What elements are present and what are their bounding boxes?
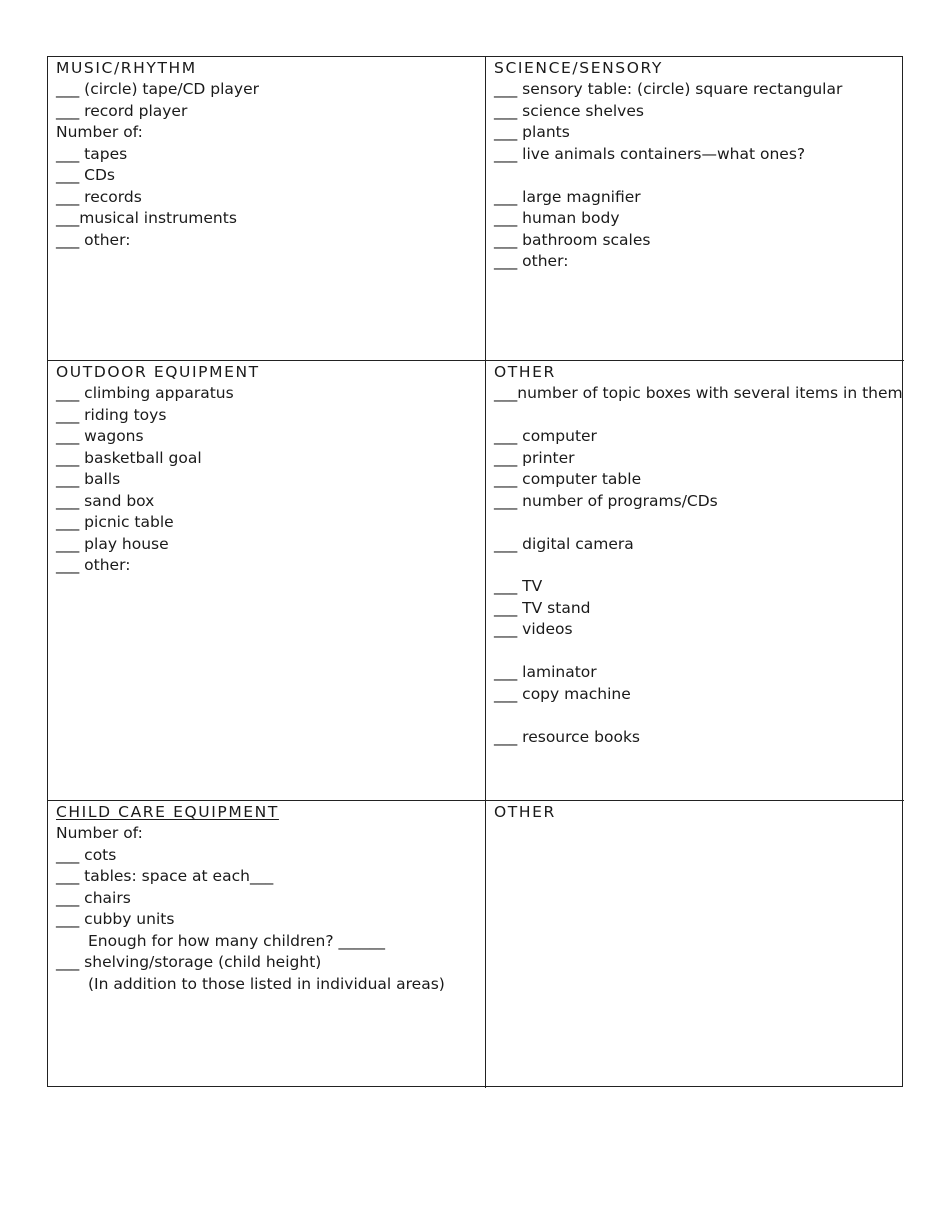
checklist-item: ___ number of programs/CDs <box>494 491 718 510</box>
checklist-item: ___ plants <box>494 123 570 142</box>
checklist-item: ___ computer <box>494 427 597 446</box>
spacer <box>494 165 904 186</box>
spacer <box>494 512 904 533</box>
checklist-item: ___ videos <box>494 620 573 639</box>
checklist-item: ___ other: <box>56 556 131 575</box>
checklist-item: ___ picnic table <box>56 513 174 532</box>
checklist-item: ___ tables: space at each___ <box>56 867 274 886</box>
spacer <box>494 705 904 726</box>
other-section-1 <box>486 361 904 801</box>
number-of-label: Number of: <box>56 824 143 843</box>
other-heading: OTHER <box>494 803 556 821</box>
checklist-item: ___ sand box <box>56 491 155 510</box>
checklist-item: ___ TV stand <box>494 598 591 617</box>
checklist-item: ___ cots <box>56 845 117 864</box>
child-care-equipment-section <box>48 801 486 1088</box>
checklist-item: ___ large magnifier <box>494 187 641 206</box>
checklist-item: ___ CDs <box>56 166 116 185</box>
checklist-item: ___ digital camera <box>494 534 634 553</box>
checklist-item: ___ (circle) tape/CD player <box>56 80 260 99</box>
checklist-item: ___musical instruments <box>56 209 237 228</box>
checklist-item: ___ science shelves <box>494 101 644 120</box>
child-care-equipment-heading: CHILD CARE EQUIPMENT <box>56 803 279 821</box>
checklist-item: ___ resource books <box>494 727 641 746</box>
checklist-item: ___ sensory table: (circle) square rectangular <box>494 80 843 99</box>
checklist-item: ___ riding toys <box>56 405 167 424</box>
checklist-item: ___ printer <box>494 448 575 467</box>
spacer <box>494 405 904 426</box>
checklist-item: ___ computer table <box>494 470 642 489</box>
checklist-item: ___ other: <box>56 230 131 249</box>
checklist-item: ___ copy machine <box>494 684 631 703</box>
other-heading: OTHER <box>494 363 556 381</box>
checklist-item: ___ bathroom scales <box>494 230 651 249</box>
checklist-item: ___ tapes <box>56 144 128 163</box>
science-sensory-heading: SCIENCE/SENSORY <box>494 59 663 77</box>
outdoor-equipment-heading: OUTDOOR EQUIPMENT <box>56 363 260 381</box>
checklist-item: ___ wagons <box>56 427 144 446</box>
inventory-grid <box>47 56 903 1087</box>
checklist-item: ___ basketball goal <box>56 448 202 467</box>
music-rhythm-heading: MUSIC/RHYTHM <box>56 59 197 77</box>
music-rhythm-section <box>48 57 486 361</box>
spacer <box>494 641 904 662</box>
checklist-item: ___ balls <box>56 470 121 489</box>
enough-for-prompt: Enough for how many children? ______ <box>88 931 386 950</box>
checklist-item: ___ climbing apparatus <box>56 384 234 403</box>
science-sensory-section <box>486 57 904 361</box>
checklist-item: ___ chairs <box>56 888 131 907</box>
checklist-item: ___ shelving/storage (child height) <box>56 953 322 972</box>
checklist-item: ___ live animals containers—what ones? <box>494 144 806 163</box>
number-of-label: Number of: <box>56 123 143 142</box>
outdoor-equipment-section <box>48 361 486 801</box>
checklist-item: ___ records <box>56 187 142 206</box>
checklist-item: ___ laminator <box>494 663 597 682</box>
other-section-2 <box>486 801 904 1088</box>
checklist-item: ___number of topic boxes with several items in them <box>494 384 903 403</box>
checklist-item: ___ play house <box>56 534 169 553</box>
checklist-item: ___ TV <box>494 577 543 596</box>
checklist-item: ___ record player <box>56 101 188 120</box>
addition-note: (In addition to those listed in individual areas) <box>88 974 445 993</box>
checklist-item: ___ cubby units <box>56 910 175 929</box>
spacer <box>494 555 904 576</box>
checklist-item: ___ human body <box>494 209 620 228</box>
checklist-item: ___ other: <box>494 252 569 271</box>
